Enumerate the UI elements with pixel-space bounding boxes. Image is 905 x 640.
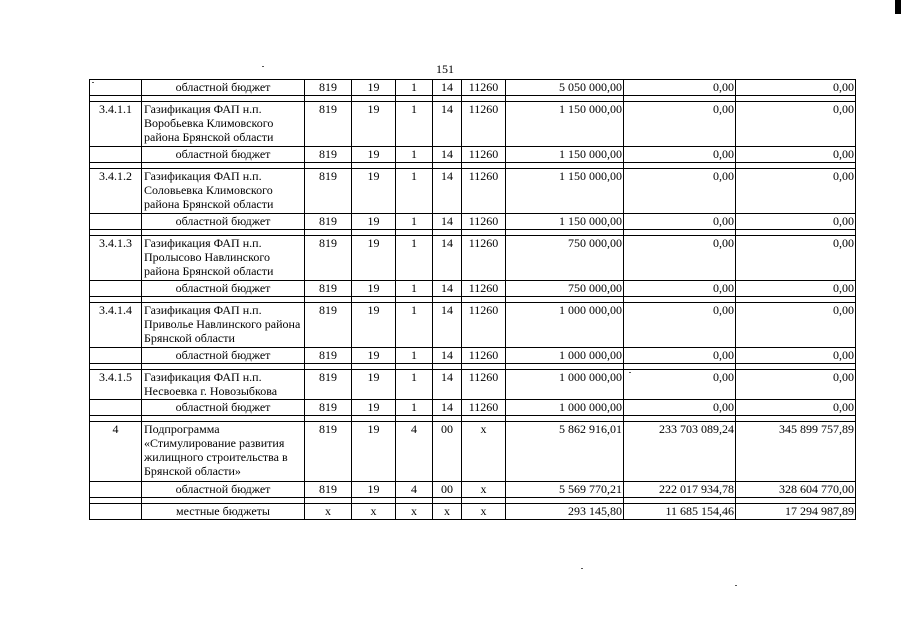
code-direction: 11260 <box>462 370 506 400</box>
code-direction: 11260 <box>462 147 506 163</box>
code-direction: 11260 <box>462 214 506 230</box>
row-number: 4 <box>90 422 142 482</box>
code-program: 19 <box>352 281 396 297</box>
value-year-2: 0,00 <box>624 370 736 400</box>
code-direction: 11260 <box>462 281 506 297</box>
code-direction: 11260 <box>462 348 506 364</box>
row-number: 3.4.1.3 <box>90 236 142 281</box>
row-number <box>90 504 142 520</box>
row-number: 3.4.1.4 <box>90 303 142 348</box>
code-main-event: 14 <box>433 281 462 297</box>
code-main-event: 14 <box>433 80 462 96</box>
value-year-3: 0,00 <box>736 348 856 364</box>
row-name: Подпрограмма «Стимулирование развития жилищного строительства в Брянской области» <box>142 422 305 482</box>
code-subprogram: 1 <box>396 370 433 400</box>
row-name: Газификация ФАП н.п. Несвоевка г. Новозыбкова <box>142 370 305 400</box>
program-item-row <box>90 370 856 400</box>
code-subprogram: 1 <box>396 169 433 214</box>
code-direction: 11260 <box>462 236 506 281</box>
code-direction: 11260 <box>462 169 506 214</box>
code-program: 19 <box>352 422 396 482</box>
value-year-1: 1 000 000,00 <box>506 303 624 348</box>
value-year-3: 0,00 <box>736 281 856 297</box>
code-main-event: 14 <box>433 169 462 214</box>
row-number: 3.4.1.5 <box>90 370 142 400</box>
code-subprogram: 4 <box>396 422 433 482</box>
value-year-2: 0,00 <box>624 147 736 163</box>
row-name: областной бюджет <box>142 147 305 163</box>
code-gp: 819 <box>305 348 352 364</box>
row-name: Газификация ФАП н.п. Приволье Навлинского района Брянской области <box>142 303 305 348</box>
code-gp: 819 <box>305 303 352 348</box>
row-number <box>90 80 142 96</box>
code-main-event: 14 <box>433 348 462 364</box>
budget-table <box>89 79 856 520</box>
value-year-2: 0,00 <box>624 169 736 214</box>
value-year-3: 0,00 <box>736 214 856 230</box>
code-gp: 819 <box>305 281 352 297</box>
code-main-event: 14 <box>433 400 462 416</box>
budget-source-row <box>90 482 856 498</box>
code-direction: 11260 <box>462 303 506 348</box>
value-year-3: 328 604 770,00 <box>736 482 856 498</box>
code-program: 19 <box>352 482 396 498</box>
code-gp: 819 <box>305 400 352 416</box>
row-number: 3.4.1.2 <box>90 169 142 214</box>
code-main-event: 00 <box>433 482 462 498</box>
value-year-3: 0,00 <box>736 169 856 214</box>
code-main-event: 00 <box>433 422 462 482</box>
value-year-1: 1 150 000,00 <box>506 102 624 147</box>
code-gp: 819 <box>305 147 352 163</box>
value-year-2: 233 703 089,24 <box>624 422 736 482</box>
value-year-3: 0,00 <box>736 102 856 147</box>
code-main-event: 14 <box>433 102 462 147</box>
code-gp: 819 <box>305 102 352 147</box>
row-name: областной бюджет <box>142 482 305 498</box>
value-year-1: 5 050 000,00 <box>506 80 624 96</box>
code-direction: 11260 <box>462 102 506 147</box>
code-gp: 819 <box>305 80 352 96</box>
code-gp: 819 <box>305 236 352 281</box>
code-subprogram: 4 <box>396 482 433 498</box>
value-year-3: 0,00 <box>736 236 856 281</box>
code-program: x <box>352 504 396 520</box>
row-name: Газификация ФАП н.п. Пролысово Навлинского района Брянской области <box>142 236 305 281</box>
program-item-row <box>90 422 856 482</box>
code-gp: 819 <box>305 482 352 498</box>
value-year-2: 0,00 <box>624 214 736 230</box>
value-year-2: 0,00 <box>624 236 736 281</box>
code-subprogram: 1 <box>396 348 433 364</box>
code-main-event: 14 <box>433 147 462 163</box>
value-year-2: 222 017 934,78 <box>624 482 736 498</box>
table-body <box>90 80 856 520</box>
code-program: 19 <box>352 236 396 281</box>
value-year-2: 0,00 <box>624 348 736 364</box>
row-name: областной бюджет <box>142 348 305 364</box>
value-year-3: 0,00 <box>736 147 856 163</box>
value-year-1: 750 000,00 <box>506 236 624 281</box>
program-item-row <box>90 303 856 348</box>
code-main-event: 14 <box>433 370 462 400</box>
budget-source-row <box>90 400 856 416</box>
code-subprogram: 1 <box>396 102 433 147</box>
program-item-row <box>90 102 856 147</box>
code-direction: x <box>462 482 506 498</box>
code-subprogram: 1 <box>396 80 433 96</box>
value-year-1: 5 569 770,21 <box>506 482 624 498</box>
value-year-1: 1 150 000,00 <box>506 147 624 163</box>
code-direction: x <box>462 504 506 520</box>
program-item-row <box>90 169 856 214</box>
code-gp: 819 <box>305 370 352 400</box>
code-direction: 11260 <box>462 80 506 96</box>
budget-source-row <box>90 80 856 96</box>
code-subprogram: 1 <box>396 236 433 281</box>
value-year-2: 0,00 <box>624 400 736 416</box>
value-year-2: 0,00 <box>624 303 736 348</box>
budget-source-row <box>90 147 856 163</box>
row-name: областной бюджет <box>142 281 305 297</box>
value-year-1: 1 000 000,00 <box>506 370 624 400</box>
code-gp: 819 <box>305 214 352 230</box>
code-main-event: x <box>433 504 462 520</box>
value-year-3: 345 899 757,89 <box>736 422 856 482</box>
value-year-3: 17 294 987,89 <box>736 504 856 520</box>
code-program: 19 <box>352 348 396 364</box>
row-number <box>90 482 142 498</box>
program-item-row <box>90 236 856 281</box>
row-name: областной бюджет <box>142 400 305 416</box>
code-subprogram: 1 <box>396 281 433 297</box>
row-name: местные бюджеты <box>142 504 305 520</box>
code-main-event: 14 <box>433 214 462 230</box>
value-year-1: 1 150 000,00 <box>506 169 624 214</box>
row-number <box>90 400 142 416</box>
value-year-1: 1 000 000,00 <box>506 348 624 364</box>
value-year-3: 0,00 <box>736 80 856 96</box>
page-number: 151 <box>436 62 454 76</box>
code-main-event: 14 <box>433 303 462 348</box>
code-program: 19 <box>352 303 396 348</box>
row-name: областной бюджет <box>142 214 305 230</box>
value-year-2: 11 685 154,46 <box>624 504 736 520</box>
value-year-2: 0,00 <box>624 281 736 297</box>
code-program: 19 <box>352 370 396 400</box>
value-year-2: 0,00 <box>624 80 736 96</box>
code-subprogram: 1 <box>396 303 433 348</box>
row-number <box>90 214 142 230</box>
value-year-3: 0,00 <box>736 303 856 348</box>
code-program: 19 <box>352 102 396 147</box>
row-number: 3.4.1.1 <box>90 102 142 147</box>
value-year-2: 0,00 <box>624 102 736 147</box>
code-program: 19 <box>352 80 396 96</box>
code-direction: 11260 <box>462 400 506 416</box>
code-program: 19 <box>352 214 396 230</box>
value-year-1: 293 145,80 <box>506 504 624 520</box>
row-number <box>90 147 142 163</box>
code-subprogram: 1 <box>396 147 433 163</box>
code-gp: 819 <box>305 422 352 482</box>
code-program: 19 <box>352 169 396 214</box>
code-gp: x <box>305 504 352 520</box>
value-year-3: 0,00 <box>736 400 856 416</box>
budget-source-row <box>90 348 856 364</box>
row-name: Газификация ФАП н.п. Воробьевка Климовского района Брянской области <box>142 102 305 147</box>
code-subprogram: 1 <box>396 400 433 416</box>
code-main-event: 14 <box>433 236 462 281</box>
value-year-3: 0,00 <box>736 370 856 400</box>
scan-edge-mark <box>895 0 901 14</box>
budget-source-row <box>90 504 856 520</box>
code-program: 19 <box>352 147 396 163</box>
code-direction: x <box>462 422 506 482</box>
row-name: Газификация ФАП н.п. Соловьевка Климовского района Брянской области <box>142 169 305 214</box>
code-program: 19 <box>352 400 396 416</box>
value-year-1: 5 862 916,01 <box>506 422 624 482</box>
code-subprogram: 1 <box>396 214 433 230</box>
row-name: областной бюджет <box>142 80 305 96</box>
budget-source-row <box>90 281 856 297</box>
row-number <box>90 281 142 297</box>
budget-source-row <box>90 214 856 230</box>
code-subprogram: x <box>396 504 433 520</box>
value-year-1: 1 000 000,00 <box>506 400 624 416</box>
code-gp: 819 <box>305 169 352 214</box>
value-year-1: 1 150 000,00 <box>506 214 624 230</box>
value-year-1: 750 000,00 <box>506 281 624 297</box>
row-number <box>90 348 142 364</box>
